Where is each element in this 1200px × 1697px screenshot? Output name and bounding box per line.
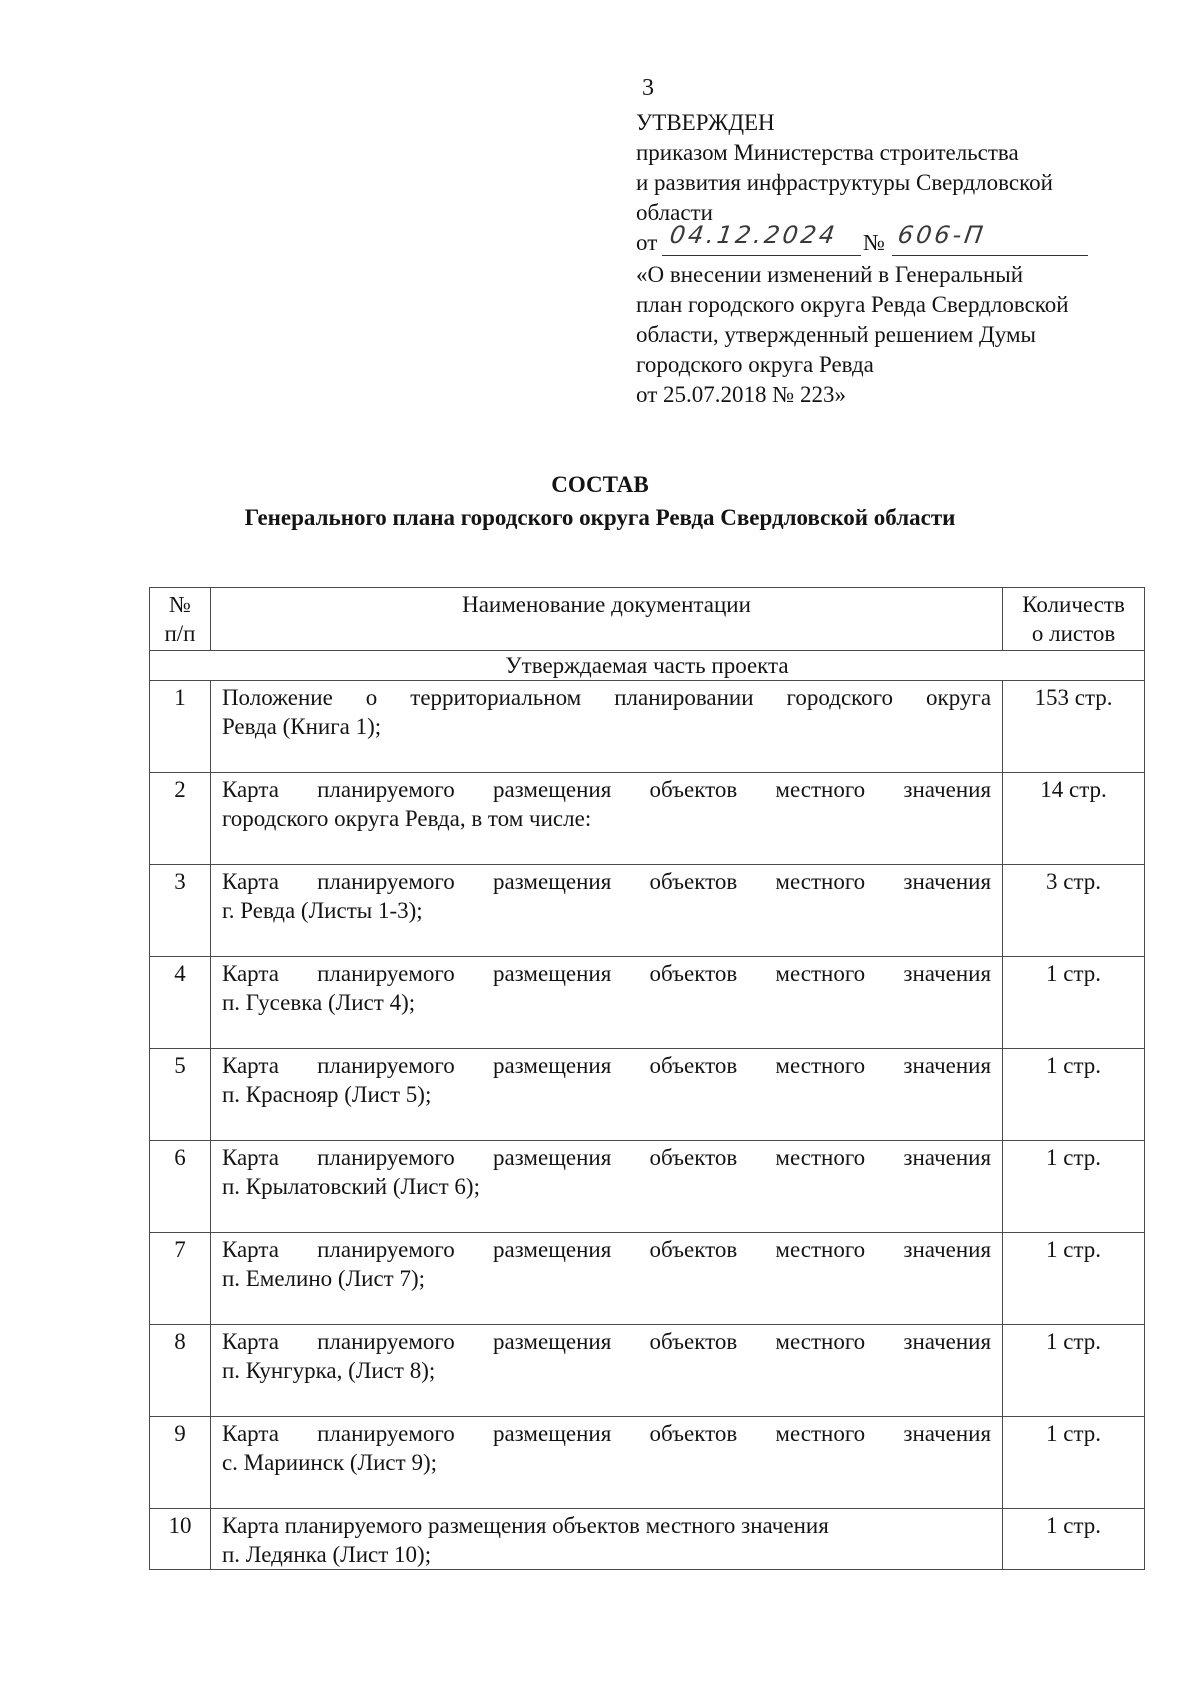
row-name-line1: Карта планируемого размещения объектов местного значения (221, 1513, 829, 1538)
row-count: 1 стр. (1003, 1233, 1145, 1325)
row-name (210, 1049, 1002, 1141)
table-row (150, 957, 1145, 1049)
row-name (210, 773, 1002, 865)
row-name-line1: Карта планируемого размещения объектов местного значения (221, 1237, 992, 1262)
row-number: 5 (150, 1049, 211, 1141)
row-count: 153 стр. (1003, 681, 1145, 773)
row-name (210, 1233, 1002, 1325)
approval-line: приказом Министерства строительства (636, 140, 1019, 165)
row-name (210, 1509, 1002, 1570)
row-number: 8 (150, 1325, 211, 1417)
row-name-line1: Карта планируемого размещения объектов местного значения (221, 1145, 992, 1170)
header-number-line2: п/п (164, 621, 196, 646)
row-number: 3 (150, 865, 211, 957)
row-name (210, 1325, 1002, 1417)
row-name-line1: Карта планируемого размещения объектов местного значения (221, 869, 992, 894)
document-title (0, 468, 1200, 534)
row-number: 1 (150, 681, 211, 773)
row-number: 2 (150, 773, 211, 865)
handwritten-order-number: 606-П (896, 221, 988, 249)
table-row (150, 865, 1145, 957)
row-count: 1 стр. (1003, 1141, 1145, 1233)
row-name-line1: Карта планируемого размещения объектов местного значения (221, 961, 992, 986)
header-count-line2: о листов (1031, 621, 1116, 646)
row-name-line2: городского округа Ревда, в том числе: (221, 806, 592, 831)
title-sub: Генерального плана городского округа Ревда Свердловской области (244, 505, 956, 530)
row-name-line2: Ревда (Книга 1); (221, 714, 382, 739)
subject-line: план городского округа Ревда Свердловской (636, 292, 1069, 317)
row-name-line2: п. Ледянка (Лист 10); (221, 1542, 432, 1567)
row-name-line2: с. Мариинск (Лист 9); (221, 1450, 437, 1475)
date-underline (662, 254, 861, 256)
table-row (150, 1049, 1145, 1141)
row-count: 1 стр. (1003, 1325, 1145, 1417)
row-count: 1 стр. (1003, 1417, 1145, 1509)
row-name-line1: Карта планируемого размещения объектов местного значения (221, 1329, 992, 1354)
table-row (150, 1417, 1145, 1509)
row-name-line2: п. Кунгурка, (Лист 8); (221, 1358, 436, 1383)
section-title: Утверждаемая часть проекта (150, 651, 1145, 681)
subject-line: от 25.07.2018 № 223» (636, 382, 846, 407)
row-count: 3 стр. (1003, 865, 1145, 957)
row-name (210, 681, 1002, 773)
header-count (1003, 588, 1145, 651)
approval-line: области (636, 200, 713, 225)
table-row (150, 1509, 1145, 1570)
row-name-line1: Карта планируемого размещения объектов местного значения (221, 1053, 992, 1078)
approval-heading: УТВЕРЖДЕН (636, 110, 775, 135)
row-name (210, 1417, 1002, 1509)
subject-line: городского округа Ревда (636, 352, 874, 377)
row-count: 1 стр. (1003, 957, 1145, 1049)
header-number-line1: № (168, 592, 191, 617)
row-name-line2: п. Емелино (Лист 7); (221, 1266, 426, 1291)
header-name: Наименование документации (210, 588, 1002, 651)
date-prefix: от (636, 230, 658, 255)
row-name (210, 865, 1002, 957)
number-underline (892, 254, 1088, 256)
number-sign: № (863, 230, 885, 255)
header-count-line1: Количеств (1022, 592, 1125, 617)
row-count: 1 стр. (1003, 1509, 1145, 1570)
table-row (150, 681, 1145, 773)
row-number: 7 (150, 1233, 211, 1325)
row-name (210, 957, 1002, 1049)
approval-stamp-block (636, 108, 1156, 410)
order-date-number-line (636, 221, 1156, 260)
subject-line: области, утвержденный решением Думы (636, 322, 1036, 347)
row-name-line2: г. Ревда (Листы 1-3); (221, 898, 423, 923)
row-number: 9 (150, 1417, 211, 1509)
row-count: 14 стр. (1003, 773, 1145, 865)
table-header-row (150, 588, 1145, 651)
page-number: 3 (642, 75, 654, 101)
title-main: СОСТАВ (551, 472, 649, 497)
row-name-line1: Карта планируемого размещения объектов местного значения (221, 1421, 992, 1446)
table-row (150, 1325, 1145, 1417)
row-name-line2: п. Краснояр (Лист 5); (221, 1082, 432, 1107)
row-name (210, 1141, 1002, 1233)
row-number: 6 (150, 1141, 211, 1233)
row-number: 4 (150, 957, 211, 1049)
row-name-line1: Положение о территориальном планировании городского округа (221, 685, 992, 710)
row-name-line2: п. Крылатовский (Лист 6); (221, 1174, 480, 1199)
table-row (150, 1141, 1145, 1233)
composition-table (149, 587, 1145, 1570)
approval-line: и развития инфраструктуры Свердловской (636, 170, 1053, 195)
row-number: 10 (150, 1509, 211, 1570)
subject-line: «О внесении изменений в Генеральный (636, 262, 1024, 287)
header-number (150, 588, 211, 651)
table-row (150, 1233, 1145, 1325)
row-name-line2: п. Гусевка (Лист 4); (221, 990, 416, 1015)
row-count: 1 стр. (1003, 1049, 1145, 1141)
handwritten-date: 04.12.2024 (668, 221, 840, 249)
table-section-row (150, 651, 1145, 681)
table-row (150, 773, 1145, 865)
row-name-line1: Карта планируемого размещения объектов местного значения (221, 777, 992, 802)
